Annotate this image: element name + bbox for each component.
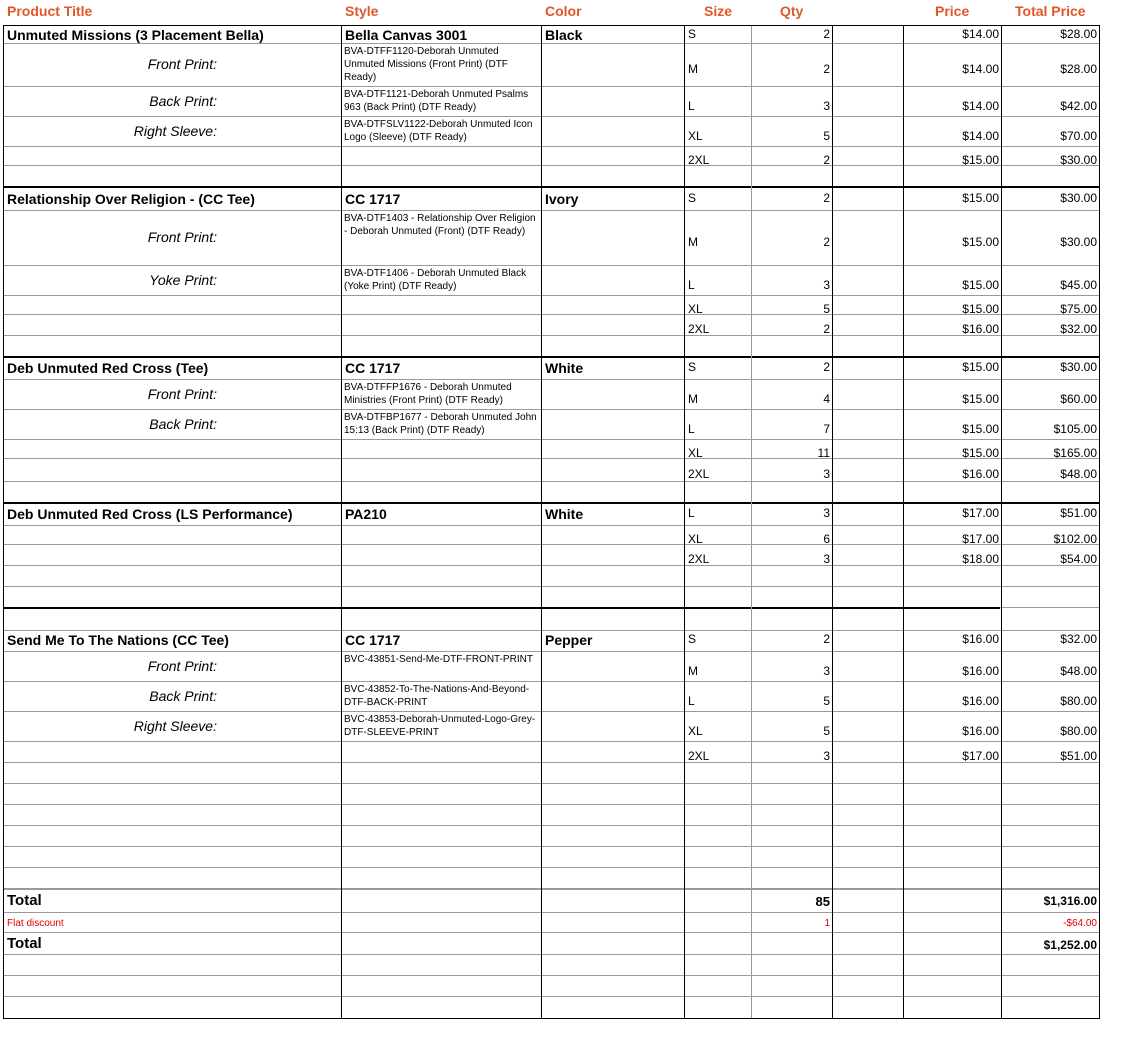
qty-cell[interactable]: 3 — [823, 663, 830, 678]
size-cell[interactable]: XL — [688, 532, 703, 546]
price-cell[interactable]: $14.00 — [962, 98, 999, 113]
style-cell[interactable]: CC 1717 — [345, 632, 401, 648]
qty-cell[interactable]: 3 — [823, 749, 830, 763]
price-cell[interactable]: $16.00 — [962, 663, 999, 678]
total-price-cell[interactable]: $48.00 — [1060, 467, 1097, 481]
print-placement-label[interactable]: Front Print: — [147, 56, 217, 72]
print-description[interactable]: BVA-DTF1403 - Relationship Over Religion - Deborah Unmuted (Front) (DTF Ready) — [344, 213, 536, 237]
row-divider — [3, 295, 1100, 296]
discount-label[interactable]: Flat discount — [7, 918, 64, 929]
qty-cell[interactable]: 5 — [823, 693, 830, 708]
section-divider — [3, 356, 1100, 358]
product-title[interactable]: Send Me To The Nations (CC Tee) — [7, 632, 229, 648]
row-divider — [3, 86, 1100, 87]
print-description[interactable]: BVA-DTFBP1677 - Deborah Unmuted John 15:13 (Back Print) (DTF Ready) — [344, 412, 537, 436]
row-divider — [3, 889, 1100, 890]
print-description[interactable]: BVC-43851-Send-Me-DTF-FRONT-PRINT — [344, 654, 533, 665]
header-color[interactable]: Color — [545, 3, 582, 19]
row-divider — [3, 825, 1100, 826]
column-line — [1099, 25, 1100, 1018]
price-cell[interactable]: $15.00 — [962, 446, 999, 460]
row-divider — [3, 630, 1100, 631]
print-placement-label[interactable]: Back Print: — [149, 687, 217, 704]
row-divider — [3, 651, 1100, 652]
total-price-cell[interactable]: $30.00 — [1060, 153, 1097, 167]
row-divider — [3, 783, 1100, 784]
row-divider — [3, 409, 1100, 410]
size-cell[interactable]: L — [688, 693, 695, 708]
qty-cell[interactable]: 2 — [823, 153, 830, 167]
column-line — [751, 25, 752, 1018]
total-price[interactable]: $1,316.00 — [1043, 894, 1097, 908]
column-line — [541, 25, 542, 1018]
column-line — [684, 25, 685, 1018]
row-divider — [3, 996, 1100, 997]
column-line — [1001, 25, 1002, 1018]
total-price-cell[interactable]: $105.00 — [1053, 421, 1097, 436]
price-cell[interactable]: $17.00 — [962, 749, 999, 763]
qty-cell[interactable]: 11 — [817, 446, 830, 460]
size-cell[interactable]: M — [688, 62, 698, 76]
total-qty[interactable]: 85 — [815, 894, 830, 909]
column-line — [341, 25, 342, 1018]
qty-cell[interactable]: 3 — [823, 506, 830, 520]
price-cell[interactable]: $16.00 — [962, 632, 999, 646]
total-price-cell[interactable]: $80.00 — [1060, 693, 1097, 708]
size-cell[interactable]: S — [688, 632, 697, 646]
qty-cell[interactable]: 2 — [823, 235, 830, 249]
total-price-cell[interactable]: $54.00 — [1060, 552, 1097, 566]
product-title[interactable]: Deb Unmuted Red Cross (Tee) — [7, 360, 209, 376]
price-cell[interactable]: $18.00 — [962, 552, 999, 566]
size-cell[interactable]: L — [688, 277, 695, 292]
section-divider — [3, 502, 1100, 504]
column-line — [903, 25, 904, 1018]
price-cell[interactable]: $16.00 — [962, 467, 999, 481]
total-price-cell[interactable]: $70.00 — [1060, 128, 1097, 143]
qty-cell[interactable]: 5 — [823, 302, 830, 316]
size-cell[interactable]: M — [688, 391, 698, 406]
row-divider — [3, 846, 1100, 847]
style-cell[interactable]: CC 1717 — [345, 360, 401, 376]
header-total-price[interactable]: Total Price — [1015, 3, 1086, 19]
row-divider — [3, 741, 1100, 742]
total-price-cell[interactable]: $48.00 — [1060, 663, 1097, 678]
print-description[interactable]: BVA-DTFFP1676 - Deborah Unmuted Ministries (Front Print) (DTF Ready) — [344, 382, 512, 406]
qty-cell[interactable]: 2 — [823, 27, 830, 41]
print-placement-label[interactable]: Back Print: — [149, 415, 217, 432]
qty-cell[interactable]: 5 — [823, 128, 830, 143]
row-divider — [3, 210, 1100, 211]
header-qty[interactable]: Qty — [780, 3, 804, 19]
size-cell[interactable]: M — [688, 235, 698, 249]
total-price-cell[interactable]: $51.00 — [1060, 506, 1097, 520]
product-title[interactable]: Deb Unmuted Red Cross (LS Performance) — [7, 506, 293, 522]
row-divider — [3, 867, 1100, 868]
grand-total[interactable]: $1,252.00 — [1043, 938, 1097, 952]
qty-cell[interactable]: 2 — [823, 322, 830, 336]
total-price-cell[interactable]: $28.00 — [1060, 62, 1097, 76]
price-cell[interactable]: $15.00 — [962, 302, 999, 316]
header-price[interactable]: Price — [935, 3, 970, 19]
size-cell[interactable]: 2XL — [688, 153, 710, 167]
header-style[interactable]: Style — [345, 3, 379, 19]
size-cell[interactable]: S — [688, 360, 697, 374]
price-cell[interactable]: $16.00 — [962, 693, 999, 708]
discount-qty[interactable]: 1 — [824, 918, 830, 929]
total-price-cell[interactable]: $32.00 — [1060, 322, 1097, 336]
product-title[interactable]: Relationship Over Religion - (CC Tee) — [7, 191, 255, 207]
price-cell[interactable]: $16.00 — [962, 322, 999, 336]
qty-cell[interactable]: 4 — [823, 391, 830, 406]
row-divider — [3, 265, 1100, 266]
row-divider — [3, 481, 1100, 482]
row-divider — [3, 146, 1100, 147]
total-price-cell[interactable]: $28.00 — [1060, 27, 1097, 41]
header-product-title[interactable]: Product Title — [7, 3, 93, 19]
price-cell[interactable]: $15.00 — [962, 191, 999, 205]
print-placement-label[interactable]: Front Print: — [147, 385, 217, 402]
print-placement-label[interactable]: Front Print: — [147, 657, 217, 674]
size-cell[interactable]: 2XL — [688, 322, 710, 336]
total-price-cell[interactable]: $60.00 — [1060, 391, 1097, 406]
size-cell[interactable]: 2XL — [688, 749, 710, 763]
row-divider — [3, 439, 1100, 440]
size-cell[interactable]: XL — [688, 723, 703, 738]
row-divider — [3, 954, 1100, 955]
print-description[interactable]: BVC-43852-To-The-Nations-And-Beyond-DTF-BACK-PRINT — [344, 684, 530, 708]
total-price-cell[interactable]: $30.00 — [1060, 360, 1097, 374]
row-divider — [3, 912, 1100, 913]
qty-cell[interactable]: 2 — [823, 632, 830, 646]
row-divider — [3, 804, 1100, 805]
print-description[interactable]: BVC-43853-Deborah-Unmuted-Logo-Grey-DTF-SLEEVE-PRINT — [344, 714, 536, 738]
size-cell[interactable]: L — [688, 506, 695, 520]
print-placement-label[interactable]: Front Print: — [147, 229, 217, 245]
row-divider — [3, 43, 1100, 44]
total-price-cell[interactable]: $80.00 — [1060, 723, 1097, 738]
total-price-cell[interactable]: $32.00 — [1060, 632, 1097, 646]
print-description[interactable]: BVA-DTF1121-Deborah Unmuted Psalms 963 (Back Print) (DTF Ready) — [344, 89, 529, 113]
total-label[interactable]: Total — [7, 892, 42, 909]
row-divider — [3, 379, 1100, 380]
column-line — [832, 25, 833, 1018]
row-divider — [3, 932, 1100, 933]
header-size[interactable]: Size — [704, 3, 733, 19]
price-cell[interactable]: $16.00 — [962, 723, 999, 738]
color-cell[interactable]: Black — [545, 27, 583, 43]
size-cell[interactable]: S — [688, 191, 697, 205]
size-cell[interactable]: XL — [688, 128, 703, 143]
row-divider — [3, 975, 1100, 976]
qty-cell[interactable]: 6 — [823, 532, 830, 546]
price-cell[interactable]: $15.00 — [962, 360, 999, 374]
color-cell[interactable]: White — [545, 360, 584, 376]
print-placement-label[interactable]: Yoke Print: — [149, 271, 217, 288]
price-cell[interactable]: $15.00 — [962, 235, 999, 249]
column-line — [3, 25, 4, 1018]
price-cell[interactable]: $14.00 — [962, 128, 999, 143]
product-title[interactable]: Unmuted Missions (3 Placement Bella) — [7, 27, 264, 43]
color-cell[interactable]: Ivory — [545, 191, 579, 207]
qty-cell[interactable]: 3 — [823, 277, 830, 292]
qty-cell[interactable]: 2 — [823, 191, 830, 205]
price-cell[interactable]: $15.00 — [962, 421, 999, 436]
total-price-cell[interactable]: $45.00 — [1060, 277, 1097, 292]
style-cell[interactable]: CC 1717 — [345, 191, 401, 207]
size-cell[interactable]: L — [688, 421, 695, 436]
total-price-cell[interactable]: $102.00 — [1053, 532, 1097, 546]
header-divider — [3, 25, 1100, 26]
price-cell[interactable]: $17.00 — [962, 532, 999, 546]
row-divider — [3, 586, 1100, 587]
size-cell[interactable]: S — [688, 27, 697, 41]
style-cell[interactable]: Bella Canvas 3001 — [345, 27, 468, 43]
color-cell[interactable]: White — [545, 506, 584, 522]
price-cell[interactable]: $15.00 — [962, 277, 999, 292]
qty-cell[interactable]: 5 — [823, 723, 830, 738]
print-description[interactable]: BVA-DTFF1120-Deborah Unmuted Unmuted Missions (Front Print) (DTF Ready) — [344, 46, 508, 83]
color-cell[interactable]: Pepper — [545, 632, 593, 648]
section-divider — [3, 186, 1100, 188]
size-cell[interactable]: M — [688, 663, 698, 678]
grand-total-label[interactable]: Total — [7, 935, 42, 952]
qty-cell[interactable]: 2 — [823, 62, 830, 76]
print-placement-label[interactable]: Right Sleeve: — [133, 122, 217, 139]
total-price-cell[interactable]: $30.00 — [1060, 235, 1097, 249]
price-cell[interactable]: $15.00 — [962, 391, 999, 406]
discount-amount[interactable]: -$64.00 — [1063, 918, 1097, 929]
total-price-cell[interactable]: $51.00 — [1060, 749, 1097, 763]
price-cell[interactable]: $14.00 — [962, 27, 999, 41]
qty-cell[interactable]: 7 — [823, 421, 830, 436]
total-price-cell[interactable]: $42.00 — [1060, 98, 1097, 113]
total-price-cell[interactable]: $165.00 — [1053, 446, 1097, 460]
price-cell[interactable]: $15.00 — [962, 153, 999, 167]
qty-cell[interactable]: 3 — [823, 467, 830, 481]
qty-cell[interactable]: 3 — [823, 98, 830, 113]
size-cell[interactable]: XL — [688, 302, 703, 316]
row-divider — [3, 711, 1100, 712]
row-divider — [3, 525, 1100, 526]
row-divider — [3, 681, 1100, 682]
style-cell[interactable]: PA210 — [345, 506, 387, 522]
price-cell[interactable]: $17.00 — [962, 506, 999, 520]
section-divider — [3, 607, 1000, 609]
qty-cell[interactable]: 2 — [823, 360, 830, 374]
size-cell[interactable]: L — [688, 98, 695, 113]
row-divider — [3, 1018, 1100, 1019]
qty-cell[interactable]: 3 — [823, 552, 830, 566]
size-cell[interactable]: XL — [688, 446, 703, 460]
print-placement-label[interactable]: Back Print: — [149, 92, 217, 109]
print-description[interactable]: BVA-DTFSLV1122-Deborah Unmuted Icon Logo (Sleeve) (DTF Ready) — [344, 119, 533, 143]
price-cell[interactable]: $14.00 — [962, 62, 999, 76]
size-cell[interactable]: 2XL — [688, 552, 710, 566]
row-divider — [3, 116, 1100, 117]
print-description[interactable]: BVA-DTF1406 - Deborah Unmuted Black (Yoke Print) (DTF Ready) — [344, 268, 527, 292]
size-cell[interactable]: 2XL — [688, 467, 710, 481]
print-placement-label[interactable]: Right Sleeve: — [133, 717, 217, 734]
total-price-cell[interactable]: $30.00 — [1060, 191, 1097, 205]
total-price-cell[interactable]: $75.00 — [1060, 302, 1097, 316]
